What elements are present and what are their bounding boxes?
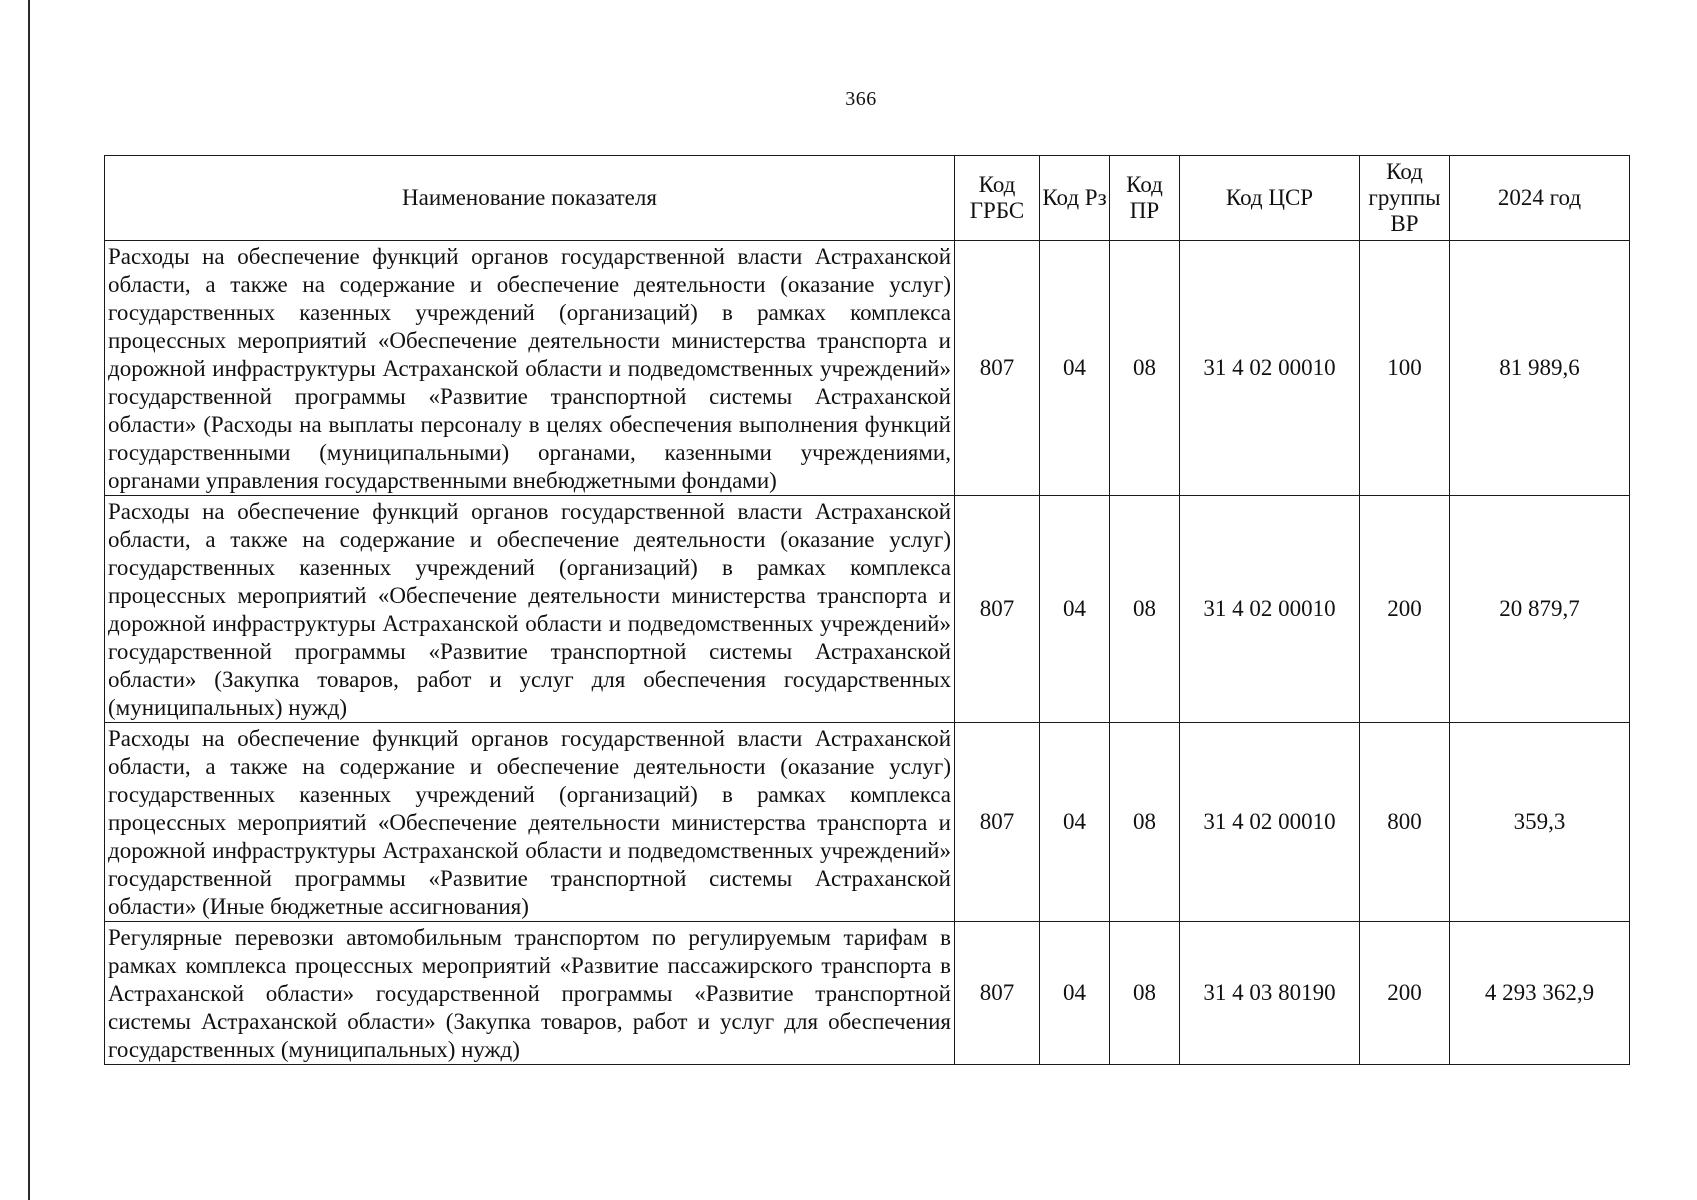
- row-amount: 4 293 362,9: [1450, 922, 1630, 1065]
- table-header-row: [105, 156, 1630, 241]
- row-name: Регулярные перевозки автомобильным транспортом по регулируемым тарифам в рамках комплекса процессных мероприятий «Развитие пассажирского транспорта в Астраханской области» государственной программы «Развитие транспортной системы Астраханской области» (Закупка товаров, работ и услуг для обеспечения государственных (муниципальных) нужд): [105, 922, 955, 1065]
- row-name: Расходы на обеспечение функций органов государственной власти Астраханской области, а также на содержание и обеспечение деятельности (оказание услуг) государственных казенных учреждений (организаций) в рамках комплекса процессных мероприятий «Обеспечение деятельности министерства транспорта и дорожной инфраструктуры Астраханской области и подведомственных учреждений» государственной программы «Развитие транспортной системы Астраханской области» (Расходы на выплаты персоналу в целях обеспечения выполнения функций государственными (муниципальными) органами, казенными учреждениями, органами управления государственными внебюджетными фондами): [105, 241, 955, 496]
- budget-table: [104, 155, 1630, 1065]
- row-rz: 04: [1040, 496, 1110, 723]
- row-amount: 359,3: [1450, 723, 1630, 922]
- header-csr: Код ЦСР: [1180, 156, 1360, 241]
- binding-margin-line: [28, 0, 30, 1200]
- row-grbs: 807: [955, 723, 1040, 922]
- header-rz: Код Рз: [1040, 156, 1110, 241]
- row-pr: 08: [1110, 922, 1180, 1065]
- table-row: [105, 241, 1630, 496]
- row-amount: 81 989,6: [1450, 241, 1630, 496]
- header-vr: Код группы ВР: [1360, 156, 1450, 241]
- row-grbs: 807: [955, 922, 1040, 1065]
- header-year: 2024 год: [1450, 156, 1630, 241]
- table-row: [105, 496, 1630, 723]
- row-grbs: 807: [955, 496, 1040, 723]
- row-vr: 200: [1360, 496, 1450, 723]
- row-vr: 200: [1360, 922, 1450, 1065]
- row-pr: 08: [1110, 241, 1180, 496]
- header-grbs: Код ГРБС: [955, 156, 1040, 241]
- row-rz: 04: [1040, 922, 1110, 1065]
- row-name: Расходы на обеспечение функций органов государственной власти Астраханской области, а также на содержание и обеспечение деятельности (оказание услуг) государственных казенных учреждений (организаций) в рамках комплекса процессных мероприятий «Обеспечение деятельности министерства транспорта и дорожной инфраструктуры Астраханской области и подведомственных учреждений» государственной программы «Развитие транспортной системы Астраханской области» (Иные бюджетные ассигнования): [105, 723, 955, 922]
- table-row: [105, 723, 1630, 922]
- row-grbs: 807: [955, 241, 1040, 496]
- row-csr: 31 4 03 80190: [1180, 922, 1360, 1065]
- header-pr: Код ПР: [1110, 156, 1180, 241]
- table-row: [105, 922, 1630, 1065]
- row-amount: 20 879,7: [1450, 496, 1630, 723]
- row-rz: 04: [1040, 723, 1110, 922]
- row-rz: 04: [1040, 241, 1110, 496]
- row-csr: 31 4 02 00010: [1180, 241, 1360, 496]
- row-name: Расходы на обеспечение функций органов государственной власти Астраханской области, а также на содержание и обеспечение деятельности (оказание услуг) государственных казенных учреждений (организаций) в рамках комплекса процессных мероприятий «Обеспечение деятельности министерства транспорта и дорожной инфраструктуры Астраханской области и подведомственных учреждений» государственной программы «Развитие транспортной системы Астраханской области» (Закупка товаров, работ и услуг для обеспечения государственных (муниципальных) нужд): [105, 496, 955, 723]
- page-number: 366: [845, 88, 877, 110]
- row-pr: 08: [1110, 496, 1180, 723]
- row-pr: 08: [1110, 723, 1180, 922]
- row-vr: 100: [1360, 241, 1450, 496]
- row-csr: 31 4 02 00010: [1180, 723, 1360, 922]
- row-csr: 31 4 02 00010: [1180, 496, 1360, 723]
- header-name: Наименование показателя: [105, 156, 955, 241]
- row-vr: 800: [1360, 723, 1450, 922]
